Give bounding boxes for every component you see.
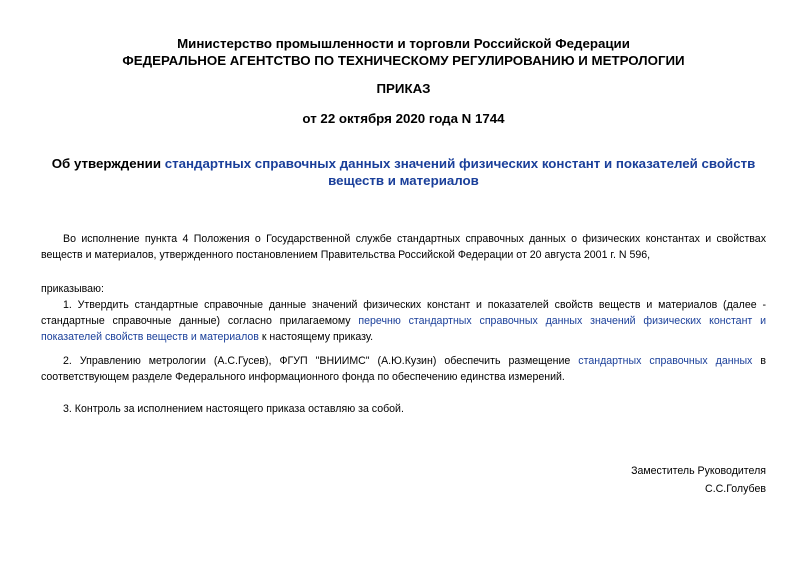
ministry-name: Министерство промышленности и торговли Российской Федерации xyxy=(177,36,630,51)
order-date: от 22 октября 2020 года N 1744 xyxy=(302,111,505,126)
subject-link[interactable]: стандартных справочных данных значений физических констант и показателей свойств веществ и материалов xyxy=(164,156,756,188)
signature-block xyxy=(631,462,766,498)
document-header xyxy=(0,35,807,69)
signatory-name: С.С.Голубев xyxy=(705,483,766,495)
item-1-paragraph xyxy=(41,297,766,345)
signatory-position: Заместитель Руководителя xyxy=(631,465,766,477)
item-1-text-after: к настоящему приказу. xyxy=(258,331,374,343)
order-title: ПРИКАЗ xyxy=(376,81,431,96)
agency-name: ФЕДЕРАЛЬНОЕ АГЕНТСТВО ПО ТЕХНИЧЕСКОМУ РЕГУЛИРОВАНИЮ И МЕТРОЛОГИИ xyxy=(122,53,685,68)
order-subject xyxy=(40,155,767,189)
item-2-link[interactable]: стандартных справочных данных xyxy=(578,355,753,367)
subject-prefix: Об утверждении xyxy=(51,156,165,171)
item-1-text-before: 1. Утвердить стандартные справочные данные значений физических констант и показателей свойств веществ и материалов (далее - стандартные справочные данные) согласно прилагаемому xyxy=(41,299,766,327)
order-word: приказываю: xyxy=(41,283,104,295)
item-2-paragraph xyxy=(41,353,766,385)
item-1-link[interactable]: перечню стандартных справочных данных значений физических констант и показателей свойств веществ и материалов xyxy=(41,315,766,343)
item-3-paragraph: 3. Контроль за исполнением настоящего приказа оставляю за собой. xyxy=(63,403,404,415)
intro-paragraph: Во исполнение пункта 4 Положения о Государственной службе стандартных справочных данных о физических константах и свойствах веществ и материалов, утвержденного постановлением Правительства Российской Федерации от 20 августа 2001 г. N 596, xyxy=(41,233,766,261)
item-2-text-before: 2. Управлению метрологии (А.С.Гусев), ФГУП "ВНИИМС" (А.Ю.Кузин) обеспечить размещение xyxy=(63,355,579,367)
item-2-text-after: в соответствующем разделе Федерального информационного фонда по обеспечению единства измерений. xyxy=(41,355,766,383)
